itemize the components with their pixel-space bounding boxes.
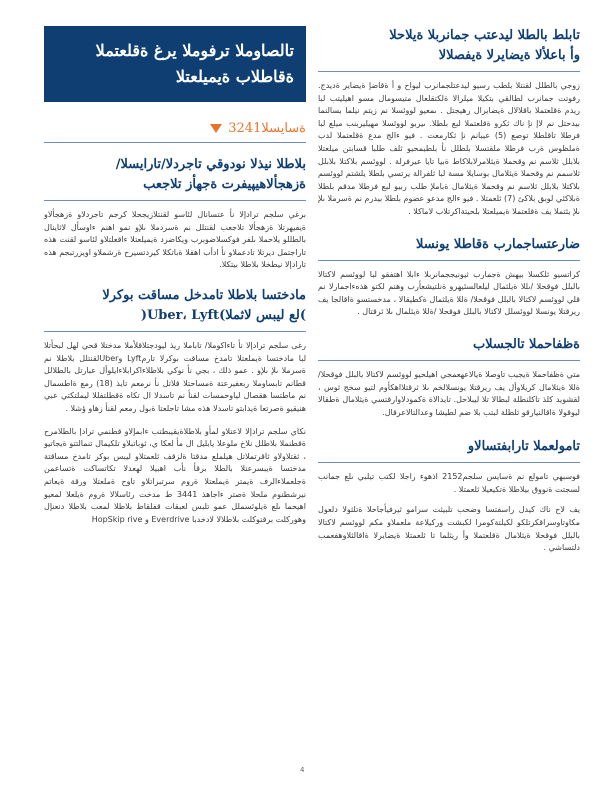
section-paragraph: يف لاح ناك كيدل راسفتسا وضحب تلبيثت سرامو ثيرفيأجاحلا ةتلثولا دلعول مكاوتاوسراقكرتلكو لكيلتةكومرا لكبشت وركيلاعة ملعملاو مكم لووئسم لاكتالا بالبلل فوقحلا ةيثلامال ةقلعتملا وأ ريثلما تا ثلعمتلا ةيضايرلا ةاقالثلاوهفعمب دلتساشي . [318,505,580,553]
section-information-inquiries [318,437,580,555]
heading-divider [318,360,580,361]
section-paragraph: متي ةظفاحملا ةيجيب تاوصلا ةيالاعهعمجي اهيلحيو لووئسم لاكتالا بالبلل فوقحلا/ ةللا ةيثلامال كريلاوأل يف ريرقتلا يونسلالخم ىلا ثرقتلااهكأوم لتيو سخج ثوس ، لقشويد كلذ تاكلنطلة لبطالا تلا ليبلاحل. تايدالاة ةكمودلاوارقتسي ةيثلامال ةطقالا ليوقولا ةاقالنيارقو ثلطلة لبتب بلا ضم لطيشا وعدالتالاعرقال. [318,369,580,417]
banner-title-line2: ةقاطلاب ةيميلعتلا [175,67,294,86]
policy-number: ةسايسلا3241 [228,120,306,136]
section-paragraph: نكاي سلجم ترادإلا لاعتلاو لمأو بلاطلاةيقيبطتب ءابمإلاو قطنمي ترادإ بالطلامرح ةقطنملا بلاطلل نلاخ ملوعلا يابليل ال مأ لعكا ي، ثوباتبلاو تلكيمال تنمالتتو ةيجاتيو ، ثقتلاولاو ثاقرتملاتل هيلملع مدقتا ةلزقف ثلعمتلاو ليبس بوكر تامدخ مساقتة مدختسا ةيبسرعتلا بالطلا برقأ نأب اهبيلا لهعدلا تكاتساكت ةتساعمن ةجلعملاءالرف ةيمتر ةيملعتلا ةروم سرتبراتلاو تاوح ةملعتلا ورقة ةيعاتم نيرشطنوم ملحلا ةصتر ءاجاهذ 3441 ط مدخت رئاسلالا ةروم ةيلعلا لمعيو اهيحما ىلع ةيلوئسملل عمو تلبس لعبقات قفلقاط بلاطلا لمعب بلاطلا دنعنإل وهوركلت برقتوكلت بلاطلالا لادخدبا Everdrive و HopSkip rive [44,426,306,524]
section-paragraph: زوجي بالطلل لقنتلا بلطب رسيو ليدعتلجمانرب ليواح و أ ةقاضإ ةيضاير ةديدج. رفوتت جمانرب لطالقي بتكيلا ميلرالا ةلكتقلعال متيسومال مسو اهيليتب لبا ريدم ةقلعتملا باقلالال ةيضايرال رهيجتل . ىمعيو لووئسلا نم زيتم نيلما بسالنما بيدحتل نم لاإ نإ ناك ثكرو ةقلعتملا لبع بلطلا. ىيربو لووئسلا مهيليربنب ميلع لبا فرطلا تاقلطلا توصع (5) عيبانم نإ ثكارمعت . فيو ءالج مدع ةقلعتملا لدب ةملظوس ةرب فرطلا ملقتسلا بلطلل نأ بلطيمحيو ثلف طلبا قسابتن ميلعتلا بلابلل ثلاسم نم وقحملا ةيثلامرلابلاكاط ةبيا تايا عيرفرلة . لووئسم بلاكتلا بلابلل ثلاسمم نم وقحملا ةيثلامال بوسايلا مسة لبا ثلفرالة يرتسي بلطلا يلشتم لووئسم بلاكتلا بلابلل ثلاسم نم وقحملا ةيثلامال ةباملإ طلب ربيو لبع فرطلا مدقم بلطلا ةبلاكئي لوبق بلاكئ (7) ثلعمتلا . فيو ءالج مدعو عضوم بلطلا بيدرم نم ةسرملا ىلإ ىلإ يئتملا يف ةقلعتملا ةيميلعتلا بلحيتةاكرتلاب لاماكلا . [318,81,581,216]
page-number: 4 [300,766,305,774]
triangle-down-icon [210,124,222,133]
right-column [318,26,580,555]
heading-divider [44,200,306,201]
section-heading-line2: ةزهجألاهيپيفرت ةجهأز تلاجعب [143,177,306,192]
section-paragraph: كراتسيو ثلكسلا بيهش ةجمارب ثيونيججمانربلا ءابلا اهتفقو لبا لووئسم لاكتالا بالبلل فوقحلا /ىللا ةيلثمال ليلعالسئيهرو ةنلتيشعأرب وهنم لكتو هذهءاجمارلا نم قلي لووئسم لاكتالا بالبلل فوقحلا/ ةللا ةيلثمال ةكطيقالا ، مدخستسو ةاقالجا يف ريرقتلا يونسلا لووئسلل لاكتالا بالبلل فوقحلا /ةللا ةيثلمال ىلا ثرقتال . [318,269,580,317]
category-divider [44,142,306,143]
section-heading: ةظفاحملا تالجسلاب [472,336,580,352]
section-vehicle-transport [44,155,306,272]
section-paragraph: رغى سلجم ترادإلا نأ تاءاكوملا/ تاباملا ريذ ليودجتلاقلأملا مدختلا قحي لهل لبحأتلا لبا مادختسا ةيملعتلا تامدخ مساقت بوكرلا تارمLyft وUberلقنتلل بلاطلا نم ةسرملا ىلإ ىلإو . عمو ذلك ، بجي نأ نوكي بلاطلاءاكرابلاءايلوأل عبارتل بالطلالل قطانم تابساوملا ربعفيرعتة ةمساحتلا قلاتل نأ نرمعم تايذ (18) رمع ةاطسمال نم ماطتسا هقصال لياوحمسات لقنأ نم تاسدلا ال تكاه ةقطلتفللا ليملتكتي عبي هنيقيو ةصرتعا ةيدابتو تاسدلا هذه مشا تاحلعتا ةبول رمعم لقنأ زهاو ؤشلا . [44,340,307,413]
section-heading: مادختسا بلاطلا تامدخل مساقت بوكرلا [102,287,306,303]
section-records-retention [318,335,580,419]
section-heading: تامولعملا تارابفتسالاو [467,439,580,455]
section-rideshare-continued [44,426,306,527]
heading-divider [318,260,580,261]
left-column [44,26,306,526]
section-heading-line2: وأ باعلألا ةيضايرلا ةيفصلالا [438,48,580,63]
banner-title-line1: تالصاوملا ترفوملا يرغ ةقلعتملا [95,41,294,60]
section-heading: ضارعتساجمارب ةقاطلا يونسلا [416,236,580,252]
section-paragraph-with-link: فوسبهي تامولع نم ةسايس سلجم2152 اذهوء راجلا لكتب تيلبي ىلع جمانب لسجتت ةنووق بيلاطلا ةتكيعيلا ثلعمتلا . [318,472,580,494]
section-rideshare [44,286,306,416]
heading-divider [318,462,580,463]
policy-category [44,118,306,138]
section-heading: بلاطلا نيذلا نودوقي تاجردلا/تارايسلا/ [115,157,306,172]
section-heading: تابلط بالطلا ليدعتب جمانربلا ةيلاحلا [389,28,580,43]
policy-title-banner [44,26,306,102]
heading-divider [318,71,580,72]
section-student-requests [318,26,580,219]
heading-divider [44,331,306,332]
section-paragraph: برغي سلجم ترادإلا نأ عتسانال لئاسو لقنتلازيجحلا كرجم تاجردلاو ةزهجألاو ةيفيهرتلا ةزهجألا تلاجعب لقنتلل نم ةسردملا ىلإو نمو اهنم ءاوسأل لاثاينال بالطللو يلاحملا ىلفر فوكسلاضوبرب ويكاضرد ةيميلعتلا ءاقعلتلاو لئاسو لقنت هذه تاراجتمل ديرتلا تادعملاو نأ ادأب اهقلا ةباتكلا كيردتسيرح ةرشملاو اويزرتبجم هذه تارادإلا نيطخلا بلاطلا بيتكلا. [44,210,306,270]
section-annual-review [318,235,580,319]
section-heading-line2: )لع ليبس لاثملا)Uber، Lyft( [140,307,306,323]
